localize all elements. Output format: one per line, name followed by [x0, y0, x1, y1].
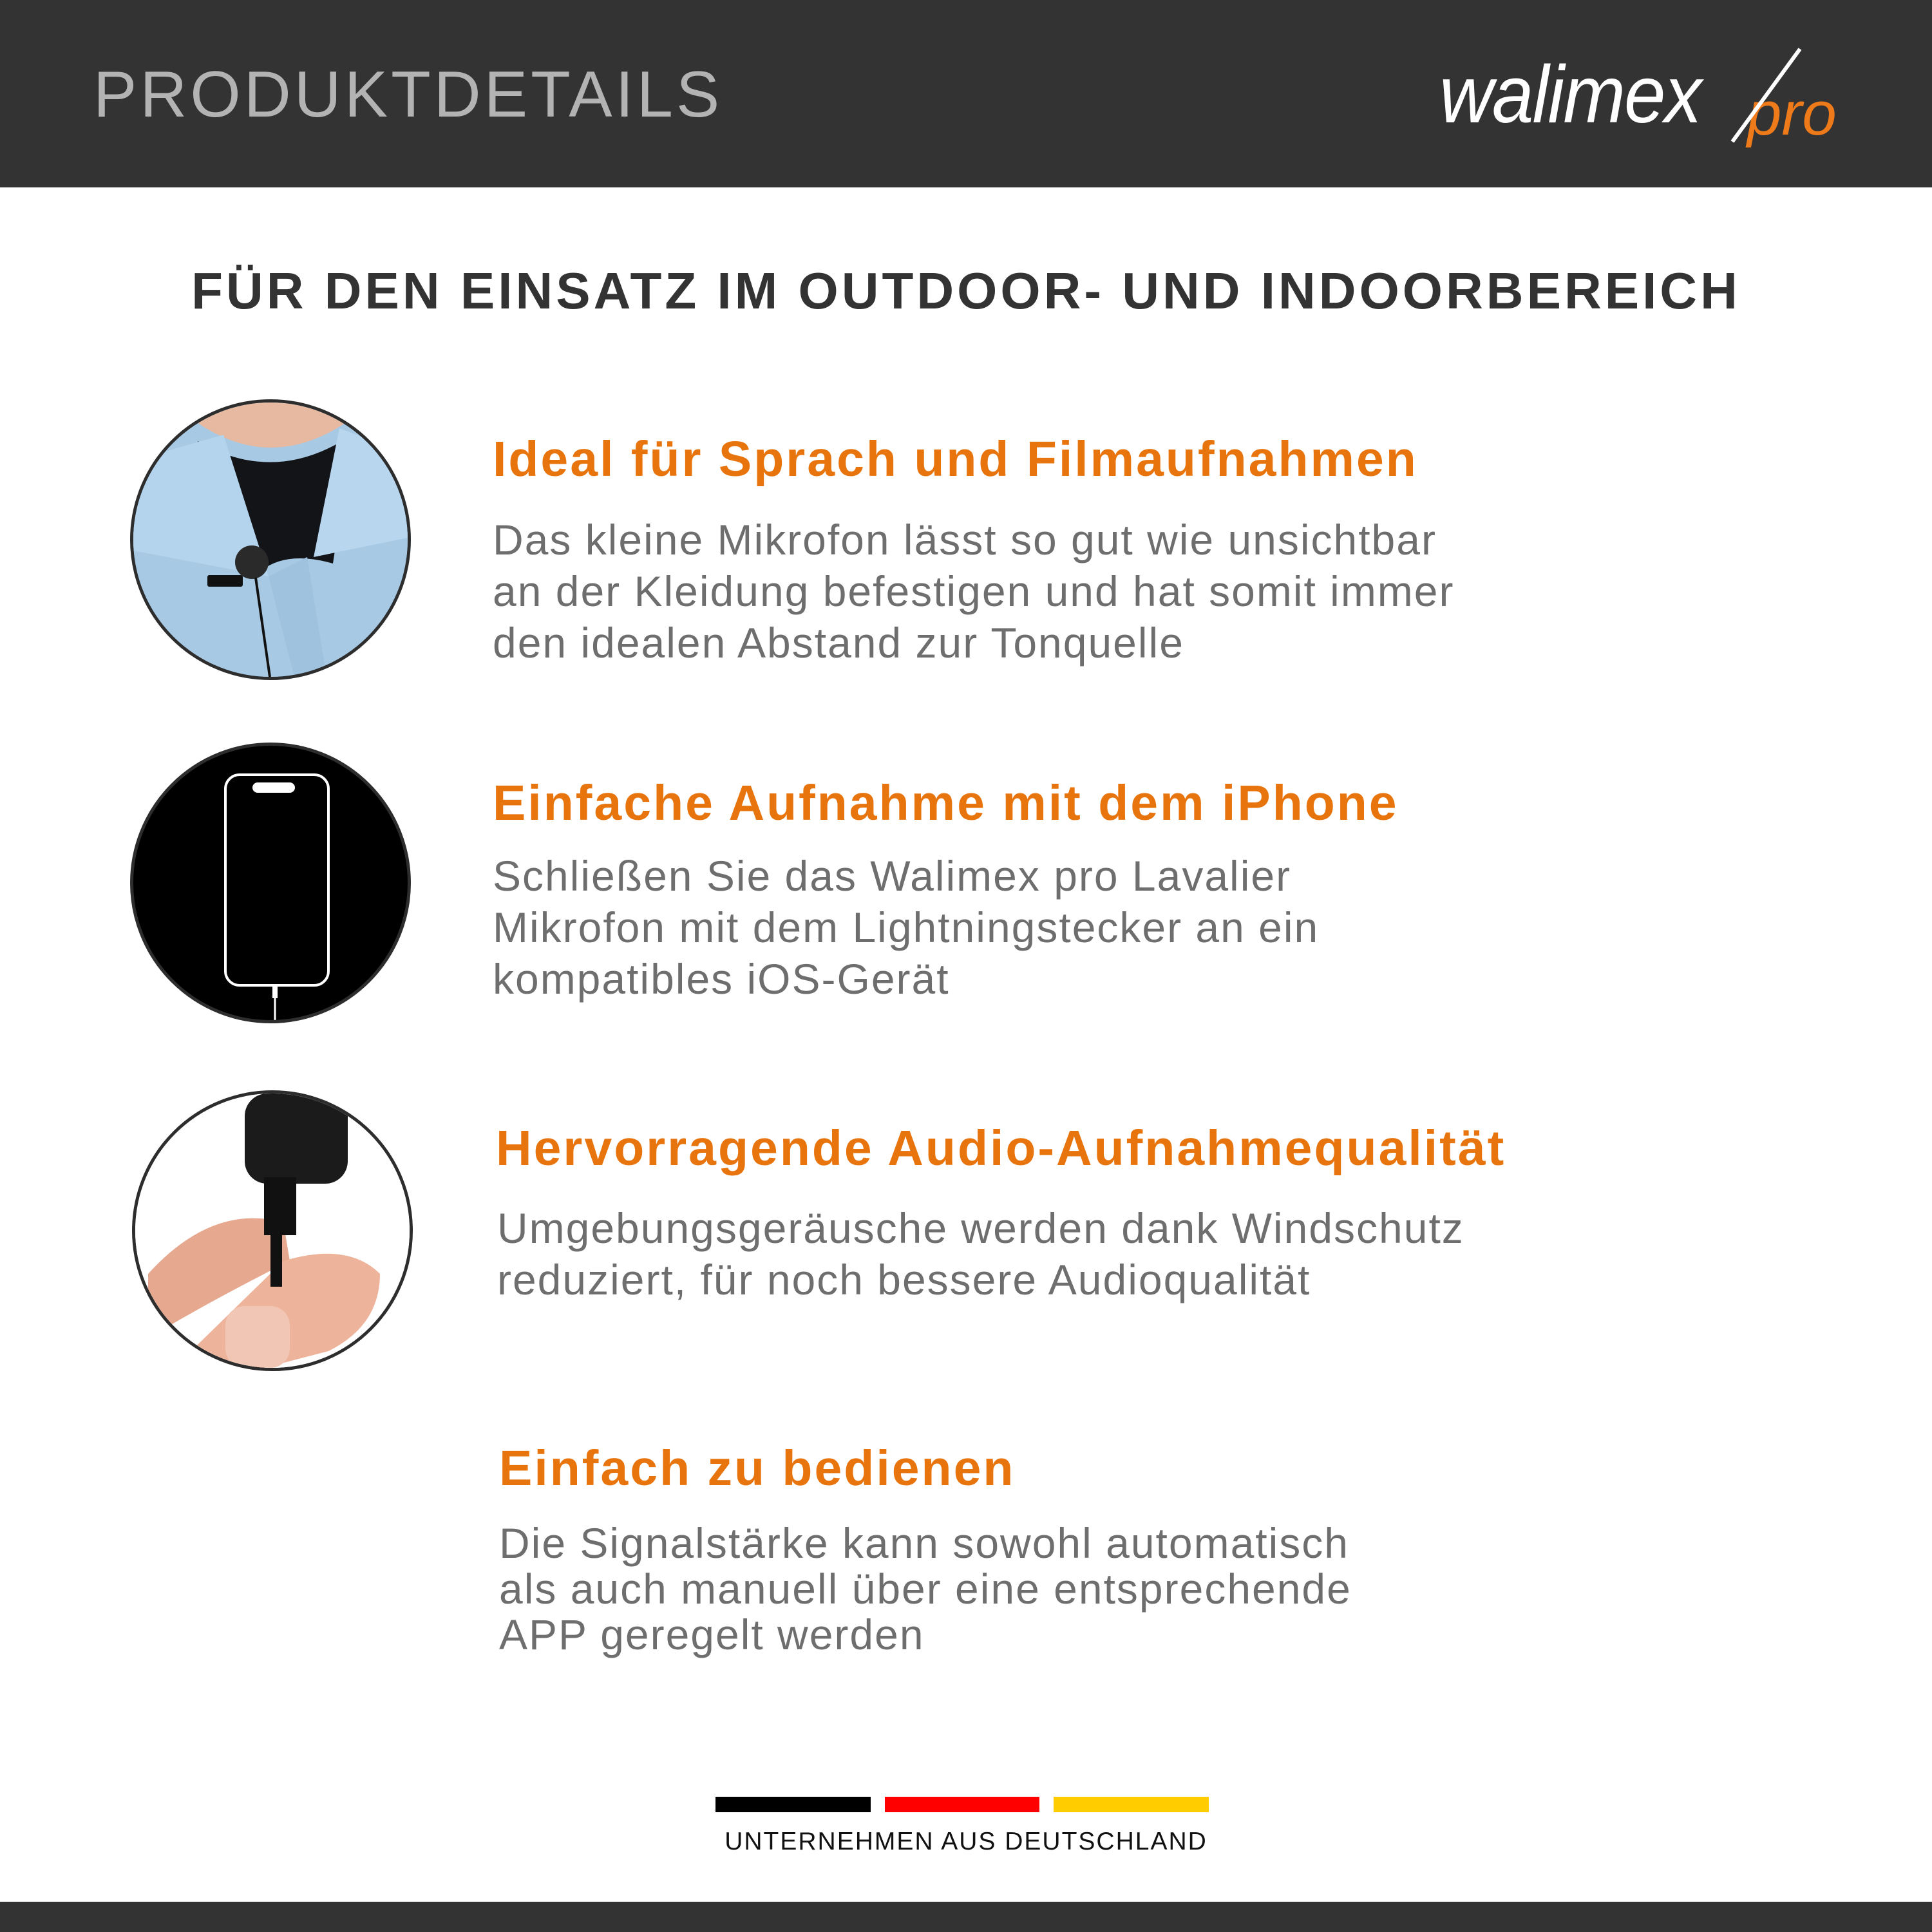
- footer-bar: [0, 1902, 1932, 1932]
- description-line: Die Signalstärke kann sowohl automatisch: [499, 1519, 1349, 1567]
- logo-brand: walimex: [1439, 49, 1701, 140]
- germany-company-label: UNTERNEHMEN AUS DEUTSCHLAND: [724, 1828, 1208, 1855]
- description-line: Mikrofon mit dem Lightningstecker an ein: [493, 904, 1320, 951]
- description-line: Das kleine Mikrofon lässt so gut wie unsichtbar: [493, 516, 1437, 564]
- feature-description: [493, 514, 1454, 668]
- logo-suffix: pro: [1747, 79, 1837, 148]
- description-line: Umgebungsgeräusche werden dank Windschutz: [497, 1204, 1464, 1252]
- flag-stripe-red: [885, 1797, 1039, 1812]
- description-line: Schließen Sie das Walimex pro Lavalier: [493, 852, 1292, 900]
- logo-slash-icon: [1439, 45, 1852, 148]
- feature-title: Einfache Aufnahme mit dem iPhone: [493, 775, 1399, 831]
- flag-stripe-gold: [1054, 1797, 1209, 1812]
- feature-title: Einfach zu bedienen: [499, 1441, 1016, 1496]
- lavalier-on-shirt-image: [130, 399, 411, 680]
- iphone-icon: [133, 746, 408, 1020]
- description-line: an der Kleidung befestigen und hat somit immer: [493, 567, 1455, 615]
- walimex-pro-logo: [1439, 45, 1852, 148]
- description-line: den idealen Abstand zur Tonquelle: [493, 619, 1184, 667]
- mic-in-hand-image: [132, 1090, 413, 1371]
- description-line: als auch manuell über eine entsprechende: [499, 1565, 1352, 1613]
- flag-stripe-black: [715, 1797, 871, 1812]
- page-title: PRODUKTDETAILS: [93, 59, 723, 131]
- description-line: APP geregelt werden: [499, 1611, 925, 1658]
- feature-title: Ideal für Sprach und Filmaufnahmen: [493, 431, 1418, 487]
- feature-description: [493, 850, 1319, 1005]
- description-line: kompatibles iOS-Gerät: [493, 955, 950, 1003]
- feature-description: [497, 1202, 1464, 1305]
- microphone-windscreen-icon: [135, 1094, 410, 1368]
- shirt-mic-icon: [133, 402, 408, 677]
- section-headline: FÜR DEN EINSATZ IM OUTDOOR- UND INDOORBEREICH: [191, 262, 1741, 319]
- iphone-lightning-image: [130, 743, 411, 1023]
- feature-description: [499, 1520, 1352, 1658]
- header-bar: [0, 0, 1932, 187]
- feature-title: Hervorragende Audio-Aufnahmequalität: [496, 1121, 1506, 1176]
- description-line: reduziert, für noch bessere Audioqualität: [497, 1256, 1311, 1303]
